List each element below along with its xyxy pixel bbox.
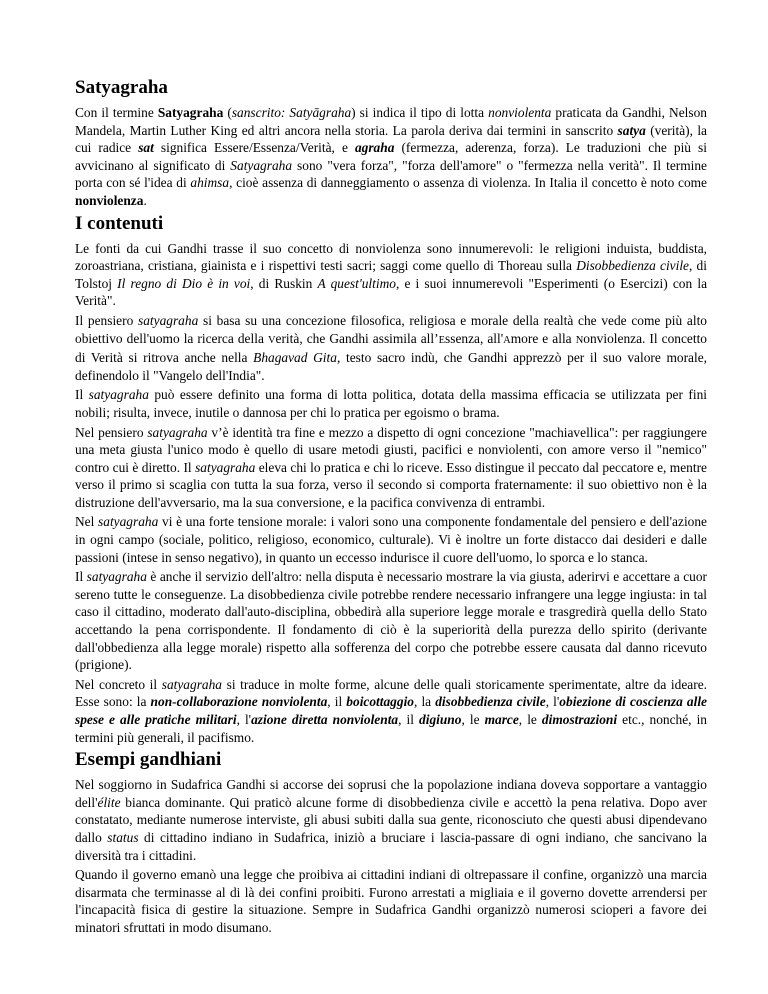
paragraph-lotta-politica: Il satyagraha può essere definito una forma di lotta politica, dotata della massima efficacia se utilizzata per fini nobili; risulta, invece, inutile o dannosa per chi lo pratica per egoismo o brama.	[75, 387, 707, 420]
paragraph-sudafrica: Nel soggiorno in Sudafrica Gandhi si accorse dei soprusi che la popolazione indiana doveva sopportare a vantaggio dell'élite bianca dominante. Qui praticò alcune forme di disobbedienza civile e accettò la pena relativa. Dopo aver constatato, mediante numerose interviste, gli abusi subiti dalla sua gente, riconosciuto che questi abusi dipendevano dallo status di cittadino indiano in Sudafrica, iniziò a bruciare i lascia-passare di ogni indiano, che sancivano la diversità tra i cittadini.	[75, 777, 707, 863]
page-title: Satyagraha	[75, 77, 168, 98]
paragraph-fine-mezzo: Nel pensiero satyagraha v’è identità tra fine e mezzo a dispetto di ogni concezione "machiavellica": per raggiungere una meta giusta l'unico modo è quello di usare metodi giusti, pacifici e nonviolenti, con amore verso il "nemico" contro cui è diretto. Il satyagraha eleva chi lo pratica e chi lo riceve. Esso distingue il peccato dal peccatore e, mentre verso il primo si scaglia con tutta la sua forza, verso il secondo si comporta fraternamente: il suo obiettivo non è la distruzione dell'avversario, ma la sua conversione, e la pacifica convivenza di entrambi.	[75, 424, 707, 510]
paragraph-fonti: Le fonti da cui Gandhi trasse il suo concetto di nonviolenza sono innumerevoli: le religioni induista, buddista, zoroastriana, cristiana, giainista e i rispettivi testi sacri; saggi come quello di Thoreau sulla Disobbedienza civile, di Tolstoj Il regno di Dio è in voi, di Ruskin A quest'ultimo, e i suoi innumerevoli "Esperimenti (o Esercizi) con la Verità".	[75, 240, 708, 309]
section-heading-esempi: Esempi gandhiani	[75, 749, 222, 771]
paragraph-forme: Nel concreto il satyagraha si traduce in molte forme, alcune delle quali storicamente sperimentate, altre da ideare. Esse sono: la non-collaborazione nonviolenta, il boicottaggio, la disobbedienza civile, l'obiezione di coscienza alle spese e alle pratiche militari, l'azione diretta nonviolenta, il digiuno, le marce, le dimostrazioni etc., nonché, in termini più generali, il pacifismo.	[75, 676, 707, 745]
paragraph-servizio: Il satyagraha è anche il servizio dell'altro: nella disputa è necessario mostrare la via giusta, aderirvi e accettare a cuor sereno tutte le conseguenze. La disobbedienza civile potrebbe rendere necessario infrangere una legge ingiusta: in tal caso il cittadino, moderato dall'auto-disciplina, obbedirà alla superiore legge morale e trasgredirà quella dello Stato accettando la pena corrispondente. Il fondamento di ciò è la superiorità della purezza dello spirito (derivante dall'obbedienza alla legge morale) rispetto alla sofferenza del corpo che potrebbe essere causata dal danno ricevuto (prigione).	[75, 569, 707, 673]
paragraph-pensiero: Il pensiero satyagraha si basa su una concezione filosofica, religiosa e morale della realtà che vede come più alto obiettivo dell'uomo la ricerca della Verità, che Gandhi assimila all’Essenza, all'Amore e alla Nonviolenza. Il concetto di Verità si ritrova anche nella Bhagavad Gita, testo sacro indù, che Gandhi apprezzò per il suo valore morale, definendolo il "Vangelo dell'India".	[75, 312, 708, 383]
paragraph-marcia: Quando il governo emanò una legge che proibiva ai cittadini indiani di oltrepassare il confine, organizzò una marcia disarmata che terminasse al di là dei confini proibiti. Furono arrestati a migliaia e il governo dovette arrendersi per l'incapacità fisica di gestire la situazione. Sempre in Sudafrica Gandhi organizzò numerosi scioperi a favore dei minatori sfruttati in modo disumano.	[75, 867, 707, 935]
intro-paragraph: Con il termine Satyagraha (sanscrito: Satyāgraha) si indica il tipo di lotta nonviolenta praticata da Gandhi, Nelson Mandela, Martin Luther King ed altri ancora nella storia. La parola deriva dai termini in sanscrito satya (verità), la cui radice sat significa Essere/Essenza/Verità, e agraha (fermezza, aderenza, forza). Le traduzioni che più si avvicinano al significato di Satyagraha sono "vera forza", "forza dell'amore" o "fermezza nella verità". Il termine porta con sé l'idea di ahimsa, cioè assenza di danneggiamento o assenza di violenza. In Italia il concetto è noto come nonviolenza.	[75, 105, 707, 208]
section-heading-contenuti: I contenuti	[75, 212, 164, 234]
paragraph-tensione-morale: Nel satyagraha vi è una forte tensione morale: i valori sono una componente fondamentale del pensiero e dell'azione in ogni campo (sociale, politico, religioso, economico, culturale). Vi è inoltre un forte distacco dai desideri e dalle passioni (intese in senso negativo), in quanto un eccesso indurisce il cuore dell'uomo, lo sporca e lo stanca.	[75, 514, 707, 565]
